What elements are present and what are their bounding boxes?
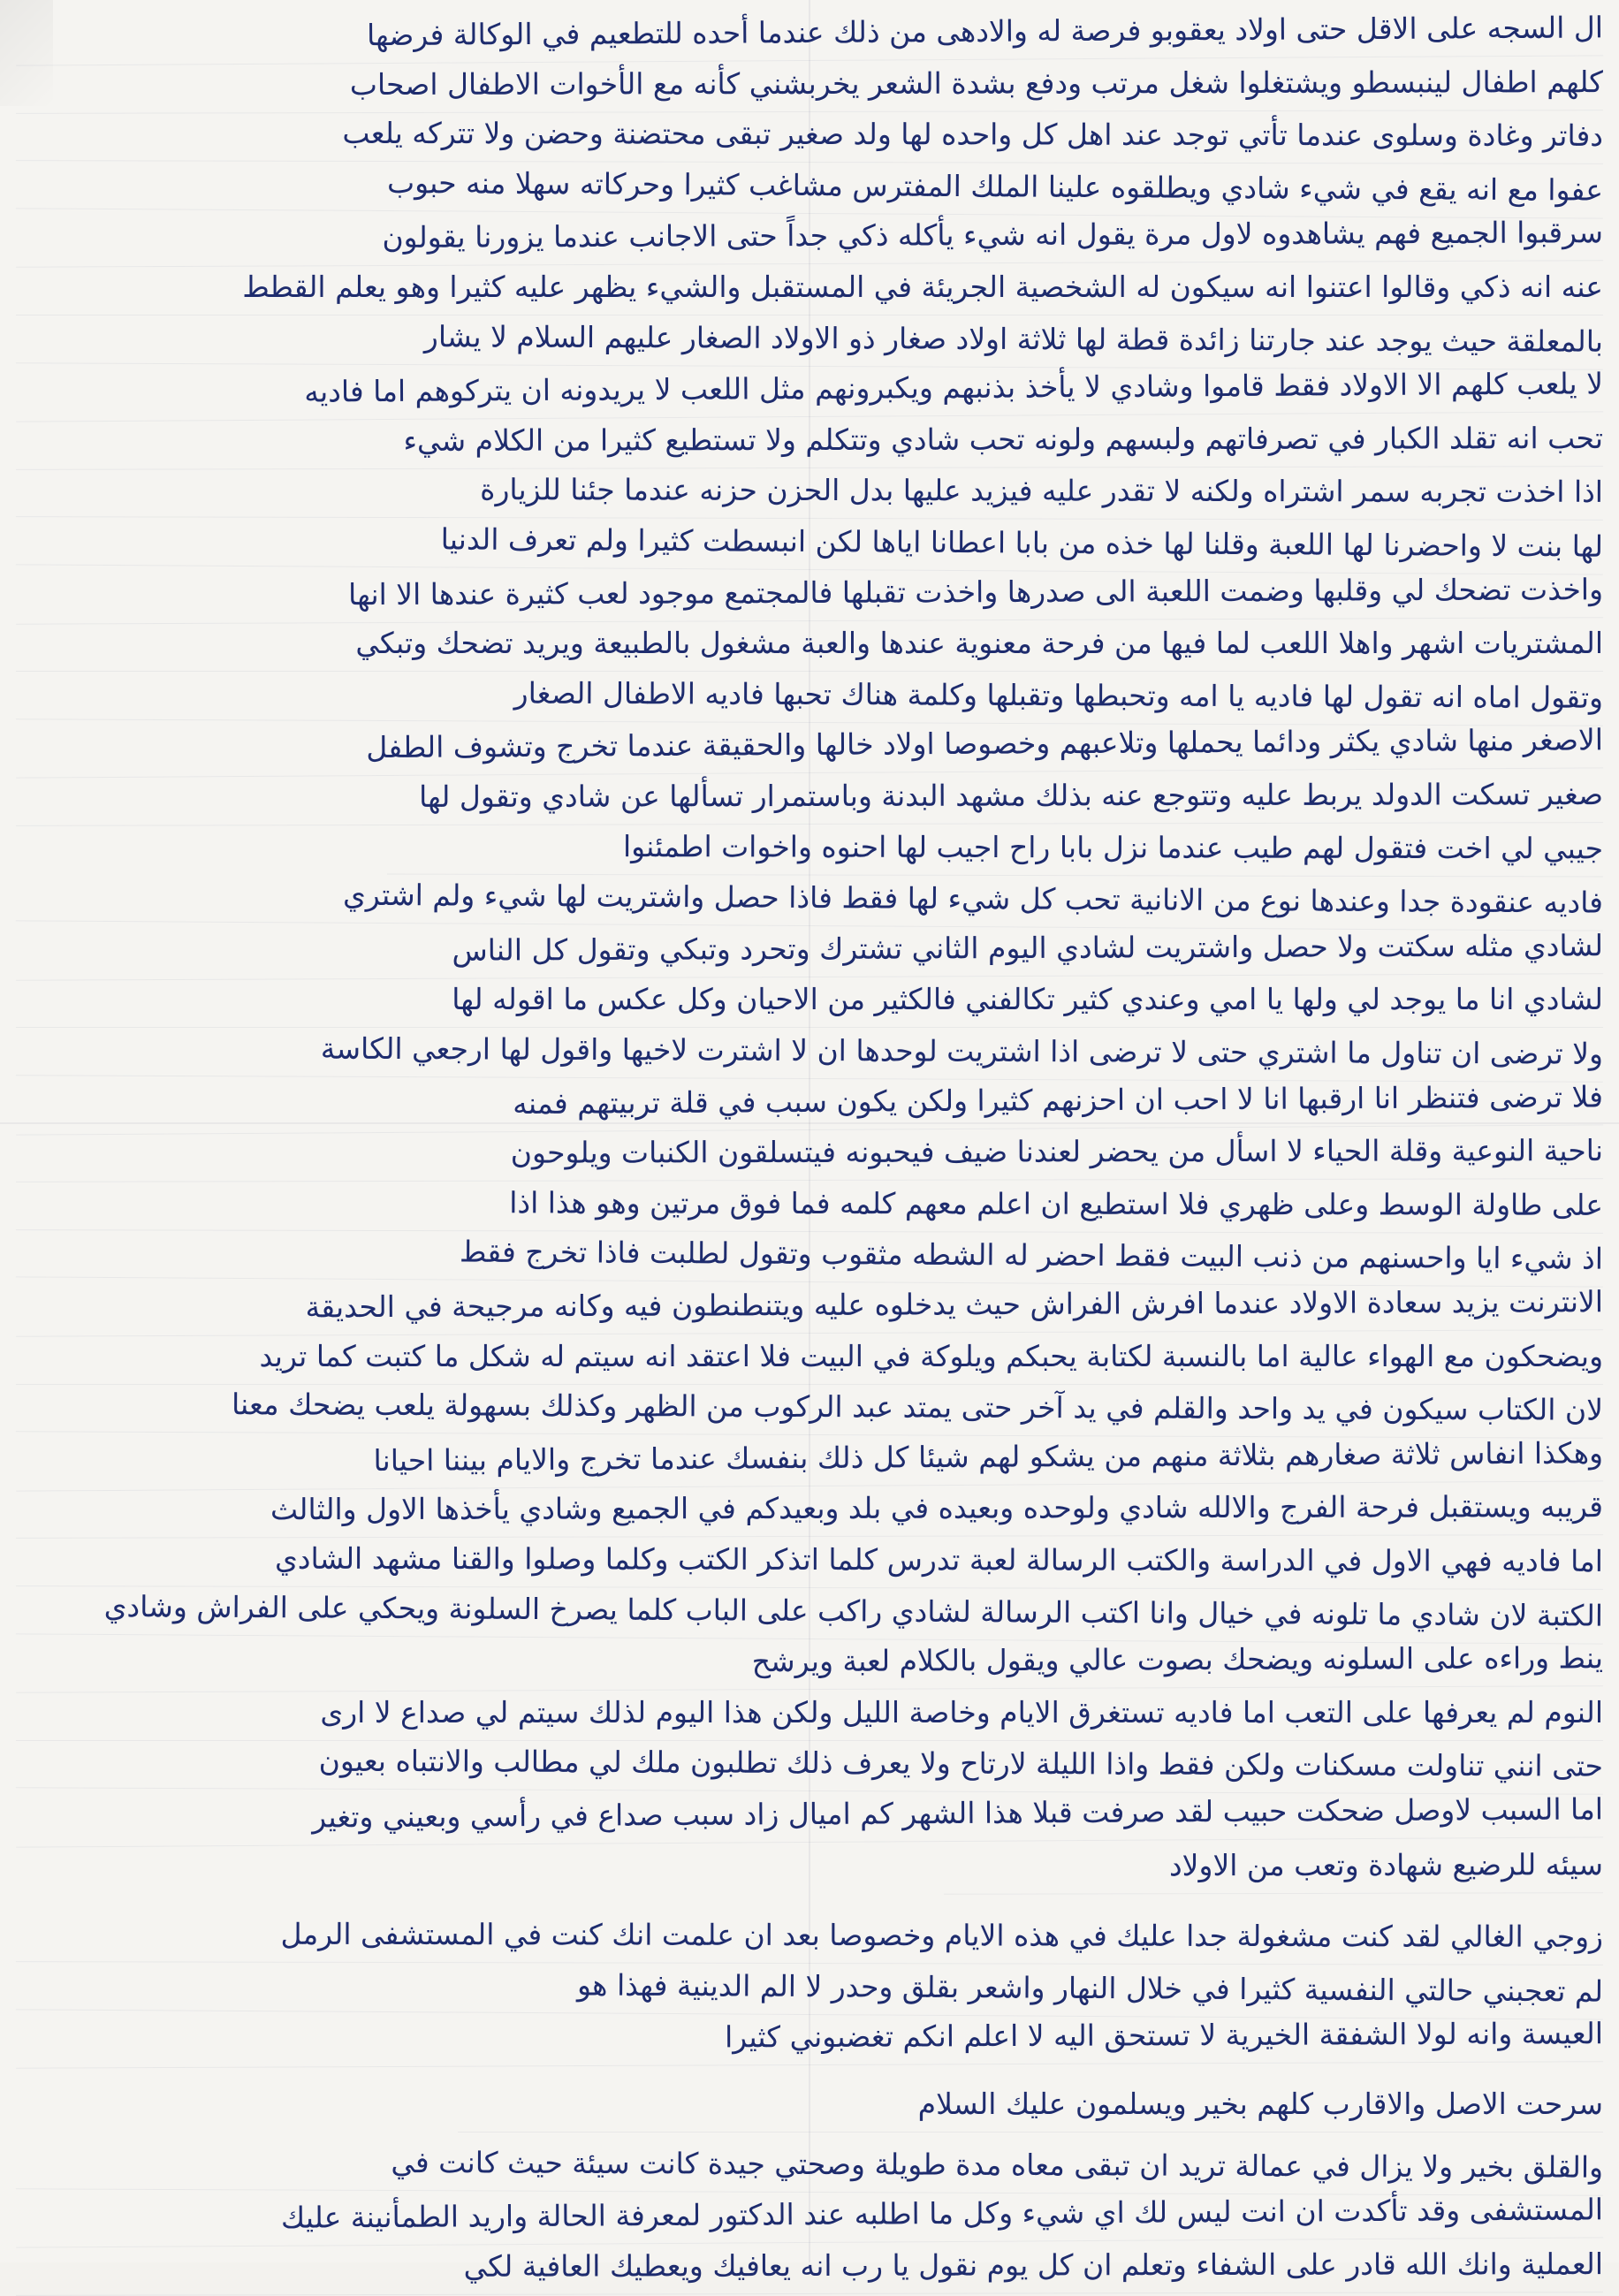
handwritten-line: بالمعلقة حيث يوجد عند جارتنا زائدة قطة لها ثلاثة اولاد صغار ذو الاولاد الصغار عليهم السلام لا يشار [16,308,1603,370]
handwritten-line: الانترنت يزيد سعادة الاولاد عندما افرش الفراش حيث يدخلوه عليه ويتنطنطون فيه وكانه مرجيحة في الحديقة [16,1274,1603,1337]
handwritten-line: كلهم اطفال لينبسطو ويشتغلوا شغل مرتب ودفع بشدة الشعر يخربشني كأنه مع الأخوات الاطفال اصحاب [16,55,1603,114]
handwritten-line: لها بنت لا واحضرنا لها اللعبة وقلنا لها خذه من بابا اعطانا اياها لكن انبسطت كثيرا ولم تعرف الدنيا [16,509,1603,574]
handwritten-line: جيبي لي اخت فتقول لهم طيب عندما نزل بابا راح اجيب لها احنوه واخوات اطمئنوا [387,818,1603,877]
handwritten-line: اما السبب لاوصل ضحكت حبيب لقد صرفت قبلا هذا الشهر كم اميال زاد سبب صداع في رأسي وبعيني وتغير [16,1782,1603,1847]
handwritten-line: عنه انه ذكي وقالوا اعتنوا انه سيكون له الشخصية الجريئة في المستقبل والشيء يظهر عليه كثيرا وهو يعلم القطط [16,260,1603,316]
handwritten-line: المشتريات اشهر واهلا اللعب لما فيها من فرحة معنوية عندها والعبة مشغول بالطبيعة ويريد تضحك وتبكي [16,616,1603,672]
handwritten-line: العيسة وانه لولا الشفقة الخيرية لا تستحق اليه لا اعلم انكم تغضبوني كثيرا [16,2007,1603,2070]
handwritten-line: حتى انني تناولت مسكنات ولكن فقط واذا الليلة لارتاح ولا يعرف ذلك تطلبون ملك لي مطالب والانتباه بعيون [16,1733,1603,1796]
handwritten-line: فاديه عنقودة جدا وعندها نوع من الانانية تحب كل شيء لها فقط فاذا حصل واشتريت لها شيء ولم اشتري [16,866,1603,931]
handwritten-line: سرقبوا الجميع فهم يشاهدوه لاول مرة يقول انه شيء يأكله ذكي جداً حتى الاجانب عندما يزورنا يقولون [16,206,1603,269]
handwritten-line: ويضحكون مع الهواء عالية اما بالنسبة لكتابة يحبكم ويلوكة في البيت فلا اعتقد انه سيتم له شكل ما كتبت كما تريد [16,1329,1603,1385]
handwritten-line: والقلق بخير ولا يزال في عمالة تريد ان تبقى معاه مدة طويلة وصحتي جيدة كانت سيئة حيث كانت في [16,2133,1603,2196]
handwritten-line: لشادي انا ما يوجد لي ولها يا امي وعندي كثير تكالفني فالكثير من الاحيان وكل عكس ما اقوله لها [16,972,1603,1028]
handwritten-line: الكتبة لان شادي ما تلونه في خيال وانا اكتب الرسالة لشادي راكب على الباب كلما يصرخ السلونة ويحكي على الفراش وشادي [16,1578,1603,1644]
handwritten-line: سيئه للرضيع شهادة وتعب من الاولاد [944,1837,1603,1895]
handwritten-line: دفاتر وغادة وسلوى عندما تأتي توجد عند اهل كل واحده لها ولد صغير تبقى محتضنة وحضن ولا تتركه يلعب [16,105,1603,164]
handwritten-line: تحب انه تقلد الكبار في تصرفاتهم ولبسهم ولونه تحب شادي وتتكلم ولا تستطيع كثيرا من الكلام شيء [16,411,1603,470]
handwritten-line: ينط وراءه على السلونه ويضحك بصوت عالي ويقول بالكلام لعبة ويرشح [16,1631,1603,1693]
handwritten-line: لشادي مثله سكتت ولا حصل واشتريت لشادي اليوم الثاني تشترك وتحرد وتبكي وتقول كل الناس [16,918,1603,981]
handwritten-line: النوم لم يعرفها على التعب اما فاديه تستغرق الايام وخاصة الليل ولكن هذا اليوم لذلك سيتم لي صداع لا ارى [16,1685,1603,1741]
handwritten-line: وهكذا انفاس ثلاثة صغارهم بثلاثة منهم من يشكو لهم شيئا كل ذلك بنفسك عندما تخرج والايام بيننا احيانا [16,1425,1603,1491]
handwritten-line: لم تعجبني حالتي النفسية كثيرا في خلال النهار واشعر بقلق وحدر لا الم الدينية فهذا هو [16,1954,1603,2019]
handwritten-line: لا يلعب كلهم الا الاولاد فقط قاموا وشادي لا يأخذ بذنبهم ويكبرونهم مثل اللعب لا يريدونه ان يتركوهم اما فاديه [16,357,1603,422]
handwritten-line: فلا ترضى فتنظر انا ارقبها انا لا احب ان احزنهم كثيرا ولكن يكون سبب في قلة تربيتهم فمنه [16,1069,1603,1135]
handwritten-line: العملية وانك الله قادر على الشفاء وتعلم ان كل يوم نقول يا رب انه يعافيك ويعطيك العافية لكي [16,2237,1603,2296]
handwritten-line: اذا اخذت تجربه سمر اشتراه ولكنه لا تقدر عليه فيزيد عليها بدل الحزن حزنه عندما جئنا للزيارة [16,462,1603,521]
handwritten-text-body [16,0,1604,2284]
handwritten-line: الاصغر منها شادي يكثر ودائما يحملها وتلاعبهم وخصوصا اولاد خالها والحقيقة عندما تخرج وتشوف الطفل [16,713,1603,779]
handwritten-line: صغير تسكت الدولد يربط عليه وتتوجع عنه بذلك مشهد البدنة وباستمرار تسألها عن شادي وتقول لها [16,767,1603,826]
handwritten-line: اما فاديه فهي الاول في الدراسة والكتب الرسالة لعبة تدرس كلما اتذكر الكتب وكلما وصلوا والقنا مشهد الشادي [16,1531,1603,1590]
handwritten-line: قريبه ويستقبل فرحة الفرج والالله شادي ولوحده وبعيده في بلد وبعيدكم في الجميع وشادي يأخذها الاول والثالث [16,1480,1603,1540]
handwritten-line: ولا ترضى ان تناول ما اشتري حتى لا ترضى اذا اشتريت لوحدها ان لا اشترت لاخيها واقول لها ارجعي الكاسة [16,1020,1603,1083]
handwritten-line: ناحية النوعية وقلة الحياء لا اسأل من يحضر لعندنا ضيف فيحبونه فيتسلقون الكنبات ويلوحون [16,1123,1603,1182]
handwritten-line: المستشفى وقد تأكدت ان انت ليس لك اي شيء وكل ما اطلبه عند الدكتور لمعرفة الحالة واريد الطمأنينة عليك [16,2183,1603,2248]
handwritten-line: وتقول اماه انه تقول لها فاديه يا امه وتحبطها وتقبلها وكلمة هناك تحبها فاديه الاطفال الصغار [16,664,1603,726]
handwritten-line: على طاولة الوسط وعلى ظهري فلا استطيع ان اعلم معهم كلمه فما فوق مرتين وهو هذا اذا [16,1175,1603,1234]
handwritten-line: لان الكتاب سيكون في يد واحد والقلم في يد آخر حتى يمتد عبد الركوب من الظهر وكذلك بسهولة يلعب يضحك معنا [16,1376,1603,1439]
handwritten-line: اذ شيء ايا واحسنهم من ذنب البيت فقط احضر له الشطه مثقوب وتقول لطلبت فاذا تخرج فقط [16,1222,1603,1288]
handwritten-line: عفوا مع انه يقع في شيء شادي ويطلقوه علينا الملك المفترس مشاغب كثيرا وحركاته سهلا منه حبوب [16,153,1603,218]
handwritten-line: ال السجه على الاقل حتى اولاد يعقوبو فرصة له والادهى من ذلك عندما أحده للتطعيم في الوكالة فرضها [16,0,1603,65]
handwritten-line: واخذت تضحك لي وقلبها وضمت اللعبة الى صدرها واخذت تقبلها فالمجتمع موجود لعب كثيرة عندها الا انها [16,562,1603,625]
handwritten-line: سرحت الاصل والاقارب كلهم بخير ويسلمون عليك السلام [458,2077,1603,2133]
handwritten-line: زوجي الغالي لقد كنت مشغولة جدا عليك في هذه الايام وخصوصا بعد ان علمت انك كنت في المستشفى الرمل [16,1906,1603,1965]
